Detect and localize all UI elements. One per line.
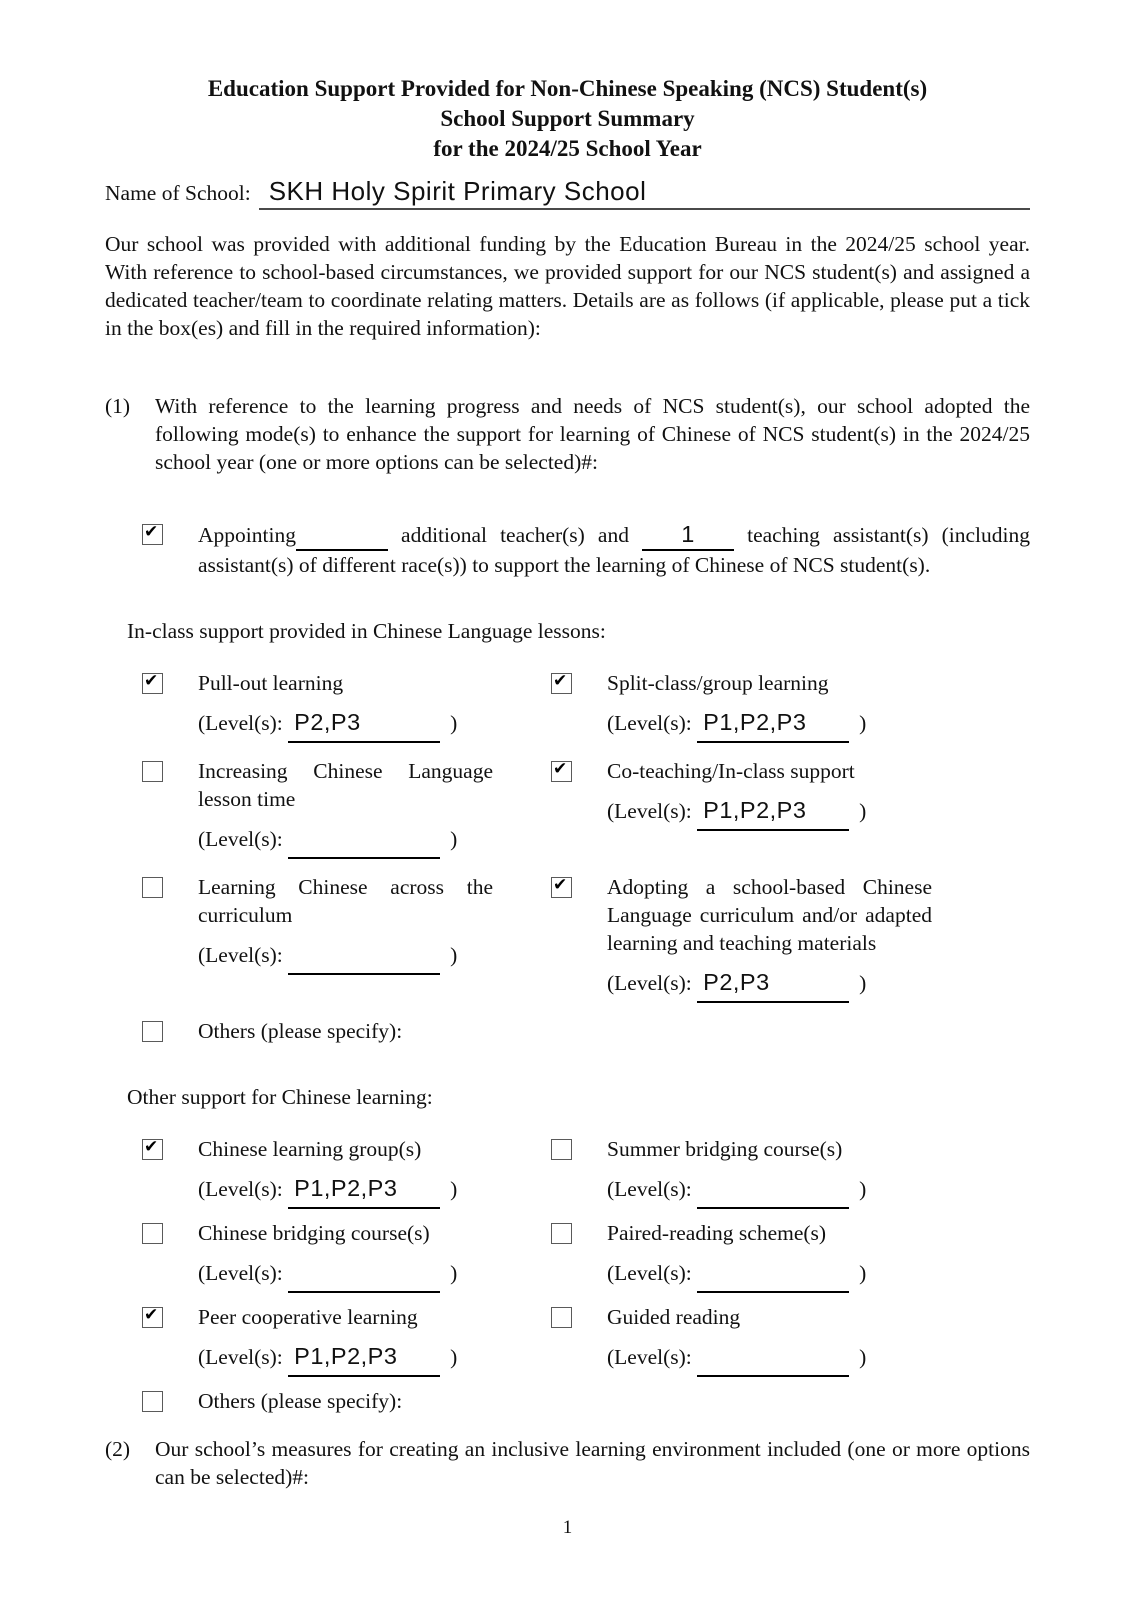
option-chinese-bridging — [142, 1219, 551, 1293]
appointing-text-part3: teaching assistant(s) (including assistant(s) of different race(s)) to support the learning of Chinese of NCS student(s). — [198, 523, 1031, 577]
level-value — [294, 825, 301, 851]
appointing-text-part2: additional teacher(s) and — [401, 523, 629, 547]
increasing-lesson-time-checkbox[interactable] — [142, 761, 163, 782]
level-prefix: (Level(s): — [607, 1177, 692, 1201]
co-teaching-level-field[interactable] — [697, 792, 849, 831]
level-prefix: (Level(s): — [198, 943, 283, 967]
option-label: Chinese bridging course(s) — [198, 1221, 430, 1245]
level-prefix: (Level(s): — [607, 971, 692, 995]
level-value: P1,P2,P3 — [703, 709, 807, 735]
section-1-number: (1) — [105, 394, 131, 418]
school-name-row — [105, 176, 1030, 210]
title-line-2: School Support Summary — [440, 106, 695, 131]
option-label: Paired-reading scheme(s) — [607, 1221, 827, 1245]
guided-reading-level-field[interactable] — [697, 1338, 849, 1377]
guided-reading-checkbox[interactable] — [551, 1307, 572, 1328]
appointing-checkbox[interactable] — [142, 524, 163, 545]
inclass-others-checkbox[interactable] — [142, 1021, 163, 1042]
chinese-learning-groups-checkbox[interactable] — [142, 1139, 163, 1160]
split-class-level-field[interactable] — [697, 704, 849, 743]
teachers-count-value — [296, 521, 303, 547]
level-suffix: ) — [450, 1177, 458, 1201]
chinese-across-curriculum-level-field[interactable] — [288, 936, 440, 975]
title-line-1: Education Support Provided for Non-Chinese Speaking (NCS) Student(s) — [207, 76, 928, 101]
level-row — [198, 704, 457, 743]
option-label: Pull-out learning — [198, 671, 344, 695]
level-value: P2,P3 — [294, 709, 361, 735]
school-name-value: SKH Holy Spirit Primary School — [268, 176, 647, 206]
option-split-class-group-learning — [551, 669, 1030, 743]
option-co-teaching — [551, 757, 1030, 859]
option-chinese-across-curriculum — [142, 873, 551, 1003]
level-value: P1,P2,P3 — [703, 797, 807, 823]
option-guided-reading — [551, 1303, 1030, 1377]
checkmark-icon: ✔ — [553, 671, 568, 691]
option-label: Split-class/group learning — [607, 671, 829, 695]
title-line-3: for the 2024/25 School Year — [433, 136, 702, 161]
level-value — [294, 941, 301, 967]
level-row — [607, 792, 866, 831]
level-prefix: (Level(s): — [198, 1345, 283, 1369]
paired-reading-checkbox[interactable] — [551, 1223, 572, 1244]
peer-cooperative-level-field[interactable] — [288, 1338, 440, 1377]
checkmark-icon: ✔ — [144, 1305, 159, 1325]
level-value — [703, 1343, 710, 1369]
level-row — [198, 1338, 457, 1377]
form-title — [105, 74, 1030, 164]
checkmark-icon: ✔ — [144, 1137, 159, 1157]
level-value — [703, 1259, 710, 1285]
level-value: P1,P2,P3 — [294, 1175, 398, 1201]
teachers-count-field[interactable] — [296, 520, 388, 551]
section-2-text: Our school’s measures for creating an inclusive learning environment included (one or more options can be selected)#: — [155, 1437, 1030, 1489]
level-suffix: ) — [450, 827, 458, 851]
option-increasing-lesson-time — [142, 757, 551, 859]
option-label: Co-teaching/In-class support — [607, 759, 855, 783]
appointing-text-part1: Appointing — [198, 523, 296, 547]
inclass-support-heading: In-class support provided in Chinese Language lessons: — [127, 619, 606, 643]
option-label: Guided reading — [607, 1305, 741, 1329]
increasing-lesson-time-level-field[interactable] — [288, 820, 440, 859]
peer-cooperative-checkbox[interactable] — [142, 1307, 163, 1328]
chinese-bridging-level-field[interactable] — [288, 1254, 440, 1293]
level-row — [198, 1254, 457, 1293]
pull-out-learning-checkbox[interactable] — [142, 673, 163, 694]
level-row — [607, 964, 932, 1003]
level-prefix: (Level(s): — [198, 827, 283, 851]
school-name-label: Name of School: — [105, 181, 251, 205]
level-suffix: ) — [450, 1345, 458, 1369]
page-number: 1 — [562, 1517, 573, 1538]
level-suffix: ) — [859, 971, 867, 995]
level-suffix: ) — [450, 943, 458, 967]
school-based-curriculum-checkbox[interactable] — [551, 877, 572, 898]
section-2-statement — [105, 1435, 1030, 1491]
option-label: Peer cooperative learning — [198, 1305, 418, 1329]
assistants-count-value: 1 — [681, 521, 695, 547]
assistants-count-field[interactable] — [642, 520, 734, 551]
level-value: P2,P3 — [703, 969, 770, 995]
level-suffix: ) — [859, 711, 867, 735]
option-peer-cooperative — [142, 1303, 551, 1377]
section-1-text: With reference to the learning progress and needs of NCS student(s), our school adopted the following mode(s) to enhance the support for learning of Chinese of NCS student(s) in the 2024/25 school year (one or more options can be selected)#: — [155, 394, 1030, 474]
level-suffix: ) — [859, 799, 867, 823]
paired-reading-level-field[interactable] — [697, 1254, 849, 1293]
option-summer-bridging — [551, 1135, 1030, 1209]
level-row — [607, 1254, 866, 1293]
level-row — [198, 936, 493, 975]
level-prefix: (Level(s): — [607, 711, 692, 735]
option-label: Chinese learning group(s) — [198, 1137, 422, 1161]
other-support-heading: Other support for Chinese learning: — [127, 1085, 433, 1109]
level-row — [607, 1170, 866, 1209]
level-suffix: ) — [450, 1261, 458, 1285]
co-teaching-checkbox[interactable] — [551, 761, 572, 782]
level-suffix: ) — [450, 711, 458, 735]
option-paired-reading — [551, 1219, 1030, 1293]
option-label: Learning Chinese across the curriculum — [198, 875, 493, 927]
chinese-learning-groups-level-field[interactable] — [288, 1170, 440, 1209]
option-chinese-learning-groups — [142, 1135, 551, 1209]
level-value: P1,P2,P3 — [294, 1343, 398, 1369]
level-prefix: (Level(s): — [607, 1345, 692, 1369]
inclass-support-grid — [142, 669, 1030, 1045]
checkmark-icon: ✔ — [553, 875, 568, 895]
level-row — [198, 1170, 457, 1209]
level-prefix: (Level(s): — [198, 711, 283, 735]
appointing-text — [198, 520, 1030, 579]
option-pull-out-learning — [142, 669, 551, 743]
level-prefix: (Level(s): — [198, 1261, 283, 1285]
option-label: Summer bridging course(s) — [607, 1137, 843, 1161]
other-support-others-checkbox[interactable] — [142, 1391, 163, 1412]
checkmark-icon: ✔ — [144, 671, 159, 691]
level-row — [198, 820, 493, 859]
school-name-field[interactable] — [259, 176, 1030, 210]
option-label: Adopting a school-based Chinese Language curriculum and/or adapted learning and teaching materials — [607, 875, 932, 955]
school-based-curriculum-level-field[interactable] — [697, 964, 849, 1003]
option-inclass-others — [142, 1017, 551, 1045]
split-class-checkbox[interactable] — [551, 673, 572, 694]
level-prefix: (Level(s): — [607, 799, 692, 823]
level-prefix: (Level(s): — [198, 1177, 283, 1201]
option-other-support-others — [142, 1387, 551, 1415]
other-support-grid — [142, 1135, 1030, 1415]
section-1-statement — [105, 392, 1030, 476]
level-suffix: ) — [859, 1261, 867, 1285]
pull-out-learning-level-field[interactable] — [288, 704, 440, 743]
chinese-bridging-checkbox[interactable] — [142, 1223, 163, 1244]
intro-paragraph: Our school was provided with additional funding by the Education Bureau in the 2024/25 school year. With reference to school-based circumstances, we provided support for our NCS student(s) and assigned a dedicated teacher/team to coordinate relating matters. Details are as follows (if applicable, please put a tick in the box(es) and fill in the required information): — [105, 232, 1030, 340]
option-label: Others (please specify): — [198, 1019, 403, 1043]
level-prefix: (Level(s): — [607, 1261, 692, 1285]
level-suffix: ) — [859, 1177, 867, 1201]
summer-bridging-checkbox[interactable] — [551, 1139, 572, 1160]
level-row — [607, 704, 866, 743]
level-value — [294, 1259, 301, 1285]
level-value — [703, 1175, 710, 1201]
section-2-number: (2) — [105, 1437, 131, 1461]
option-appointing — [142, 520, 1030, 579]
checkmark-icon: ✔ — [553, 759, 568, 779]
checkmark-icon: ✔ — [144, 522, 159, 542]
summer-bridging-level-field[interactable] — [697, 1170, 849, 1209]
level-suffix: ) — [859, 1345, 867, 1369]
option-label: Increasing Chinese Language lesson time — [198, 759, 493, 811]
option-label: Others (please specify): — [198, 1389, 403, 1413]
option-school-based-curriculum — [551, 873, 1030, 1003]
chinese-across-curriculum-checkbox[interactable] — [142, 877, 163, 898]
level-row — [607, 1338, 866, 1377]
